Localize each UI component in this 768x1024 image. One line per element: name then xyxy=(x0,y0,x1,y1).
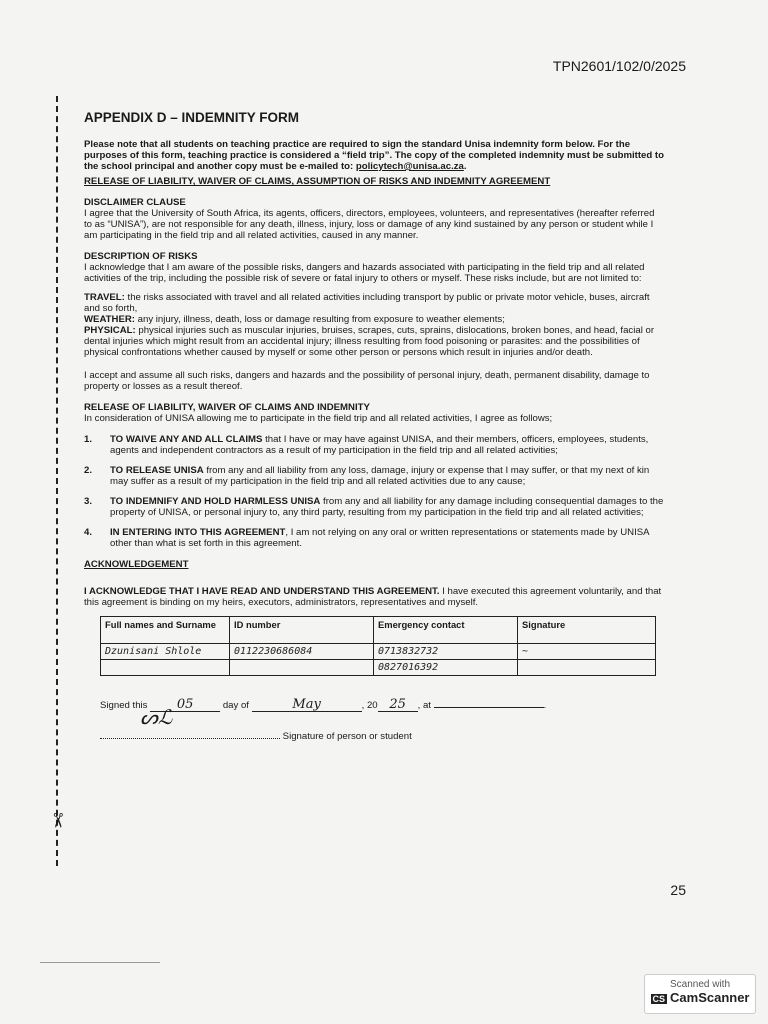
item-text: from any and all liability for any damage including consequential damages to the property of UNISA, or personal injury to, any third party, resulting from my participation in the field trip and all related activities; xyxy=(110,496,664,518)
list-item xyxy=(84,434,664,456)
signed-day-field[interactable]: 05 xyxy=(150,698,220,712)
item-text: that I have or may have against UNISA, and their members, officers, employees, students, agents and independent contractors as a result of my participation in the field trip and all related activities; xyxy=(110,434,649,456)
item-bold: TO RELEASE UNISA xyxy=(110,465,204,476)
form-content xyxy=(84,112,664,742)
release-intro: In consideration of UNISA allowing me to participate in the field trip and all related activities, I agree as follows; xyxy=(84,413,553,424)
day-of-label: day of xyxy=(222,700,249,711)
item-bold: IN ENTERING INTO THIS AGREEMENT xyxy=(110,527,286,538)
scanner-line1: Scanned with xyxy=(669,979,731,990)
col-emergency-contact: Emergency contact xyxy=(374,617,518,644)
release-heading: RELEASE OF LIABILITY, WAIVER OF CLAIMS AND INDEMNITY xyxy=(84,402,370,413)
weather-label: WEATHER: xyxy=(84,314,135,325)
signature-cell[interactable]: ~ xyxy=(518,644,656,660)
agreement-title: RELEASE OF LIABILITY, WAIVER OF CLAIMS, ASSUMPTION OF RISKS AND INDEMNITY AGREEMENT xyxy=(84,176,551,187)
signed-month-field[interactable]: May xyxy=(252,698,362,712)
table-row xyxy=(101,644,656,660)
cut-line xyxy=(56,96,58,866)
list-item xyxy=(84,465,664,487)
year-prefix: , 20 xyxy=(361,700,378,711)
disclaimer-text: I agree that the University of South Africa, its agents, officers, directors, employees, volunteers, and representatives (hereafter referred to as “UNISA”), are not responsible for any death, illness, injury, loss or damage of any kind sustained by any person or student while I am participating in the field trip and all related activities, caused in any manner. xyxy=(84,208,655,241)
full-name-cell[interactable] xyxy=(101,660,230,676)
emergency-contact-cell[interactable]: 0713832732 xyxy=(374,644,518,660)
ack-body: I have executed this agreement voluntarily, and that this agreement is binding on my heirs, executors, administrators, representatives and myself. xyxy=(84,586,662,608)
agreement-list xyxy=(84,434,664,549)
page-title: APPENDIX D – INDEMNITY FORM xyxy=(84,110,300,125)
col-id-number: ID number xyxy=(230,617,374,644)
signed-end: . xyxy=(543,700,547,711)
signed-year-field[interactable]: 25 xyxy=(378,698,418,712)
notice-text: Please note that all students on teaching practice are required to sign the standard Unisa indemnity form below. For the purposes of this form, teaching practice is considered a “field trip”. The copy of the completed indemnity must be submitted to the school principal and another copy must be e-mailed to: xyxy=(84,139,664,172)
notice-paragraph xyxy=(84,139,664,172)
document-code: TPN2601/102/0/2025 xyxy=(552,58,686,74)
id-number-cell[interactable]: 0112230686084 xyxy=(230,644,374,660)
camscanner-icon: CS xyxy=(652,994,666,1004)
table-row xyxy=(101,660,656,676)
notice-end: . xyxy=(463,161,467,172)
list-item xyxy=(84,527,664,549)
scissors-icon: ✂ xyxy=(45,812,68,829)
scanner-name: CamScanner xyxy=(670,990,750,1005)
table-header-row xyxy=(101,617,656,644)
accept-text: I accept and assume all such risks, dangers and hazards and the possibility of personal injury, death, permanent disability, damage to property or losses as a result thereof. xyxy=(84,370,650,392)
item-number: 1. xyxy=(84,434,93,445)
item-bold: TO INDEMNIFY AND HOLD HARMLESS UNISA xyxy=(110,496,321,507)
physical-paragraph xyxy=(84,325,664,358)
signed-place-field[interactable] xyxy=(434,707,544,708)
page-number: 25 xyxy=(670,882,686,898)
travel-label: TRAVEL: xyxy=(84,292,125,303)
physical-label: PHYSICAL: xyxy=(84,325,136,336)
email-link[interactable]: policytech@unisa.ac.za xyxy=(355,161,464,172)
item-text: , I am not relying on any oral or written representations or statements made by UNISA other than what is set forth in this agreement. xyxy=(110,527,650,549)
signed-line xyxy=(100,698,664,712)
signature-table xyxy=(100,616,656,676)
travel-paragraph xyxy=(84,292,664,314)
col-full-names: Full names and Surname xyxy=(101,617,230,644)
list-item xyxy=(84,496,664,518)
item-text: from any and all liability from any loss, damage, injury or expense that I may suffer, or that my next of kin may suffer as a result of my participation in the field trip and all related activities due to any cause; xyxy=(110,465,650,487)
scanner-line2 xyxy=(645,990,755,1005)
scanner-watermark xyxy=(644,974,756,1014)
item-number: 4. xyxy=(84,527,93,538)
item-number: 3. xyxy=(84,496,93,507)
signature-cell[interactable] xyxy=(518,660,656,676)
acknowledgement-text xyxy=(84,586,664,608)
weather-text: any injury, illness, death, loss or damage resulting from exposure to weather elements; xyxy=(134,314,505,325)
col-signature: Signature xyxy=(518,617,656,644)
ack-bold: I ACKNOWLEDGE THAT I HAVE READ AND UNDERSTAND THIS AGREEMENT. xyxy=(84,586,440,597)
item-number: 2. xyxy=(84,465,93,476)
risks-heading: DESCRIPTION OF RISKS xyxy=(84,251,198,262)
signed-label: Signed this xyxy=(100,700,148,711)
emergency-contact-cell[interactable]: 0827016392 xyxy=(374,660,518,676)
handwritten-signature-icon: ᔕℒ xyxy=(140,705,173,729)
physical-text: physical injuries such as muscular injuries, bruises, scrapes, cuts, sprains, dislocations, broken bones, and head, facial or dental injuries which might result from an accidental injury; illness resulting from food poisoning or parasites: and the possibilities of physical confrontations whether caused by myself or some other person or persons which result in injuries and/or death. xyxy=(84,325,655,358)
bottom-divider xyxy=(40,962,160,963)
item-bold: TO WAIVE ANY AND ALL CLAIMS xyxy=(110,434,263,445)
travel-text: the risks associated with travel and all related activities including transport by public or private motor vehicle, buses, aircraft and so forth, xyxy=(84,292,650,314)
full-name-cell[interactable]: Dzunisani Shlole xyxy=(101,644,230,660)
risks-text: I acknowledge that I am aware of the possible risks, dangers and hazards associated with participating in the field trip and all related activities of the trip, including the possible risk of severe or fatal injury to others or myself. These risks include, but are not limited to: xyxy=(84,262,645,284)
at-label: , at xyxy=(417,700,431,711)
id-number-cell[interactable] xyxy=(230,660,374,676)
disclaimer-heading: DISCLAIMER CLAUSE xyxy=(84,197,186,208)
weather-paragraph xyxy=(84,314,664,325)
acknowledgement-heading: ACKNOWLEDGEMENT xyxy=(84,559,189,570)
signature-caption: Signature of person or student xyxy=(282,731,412,742)
